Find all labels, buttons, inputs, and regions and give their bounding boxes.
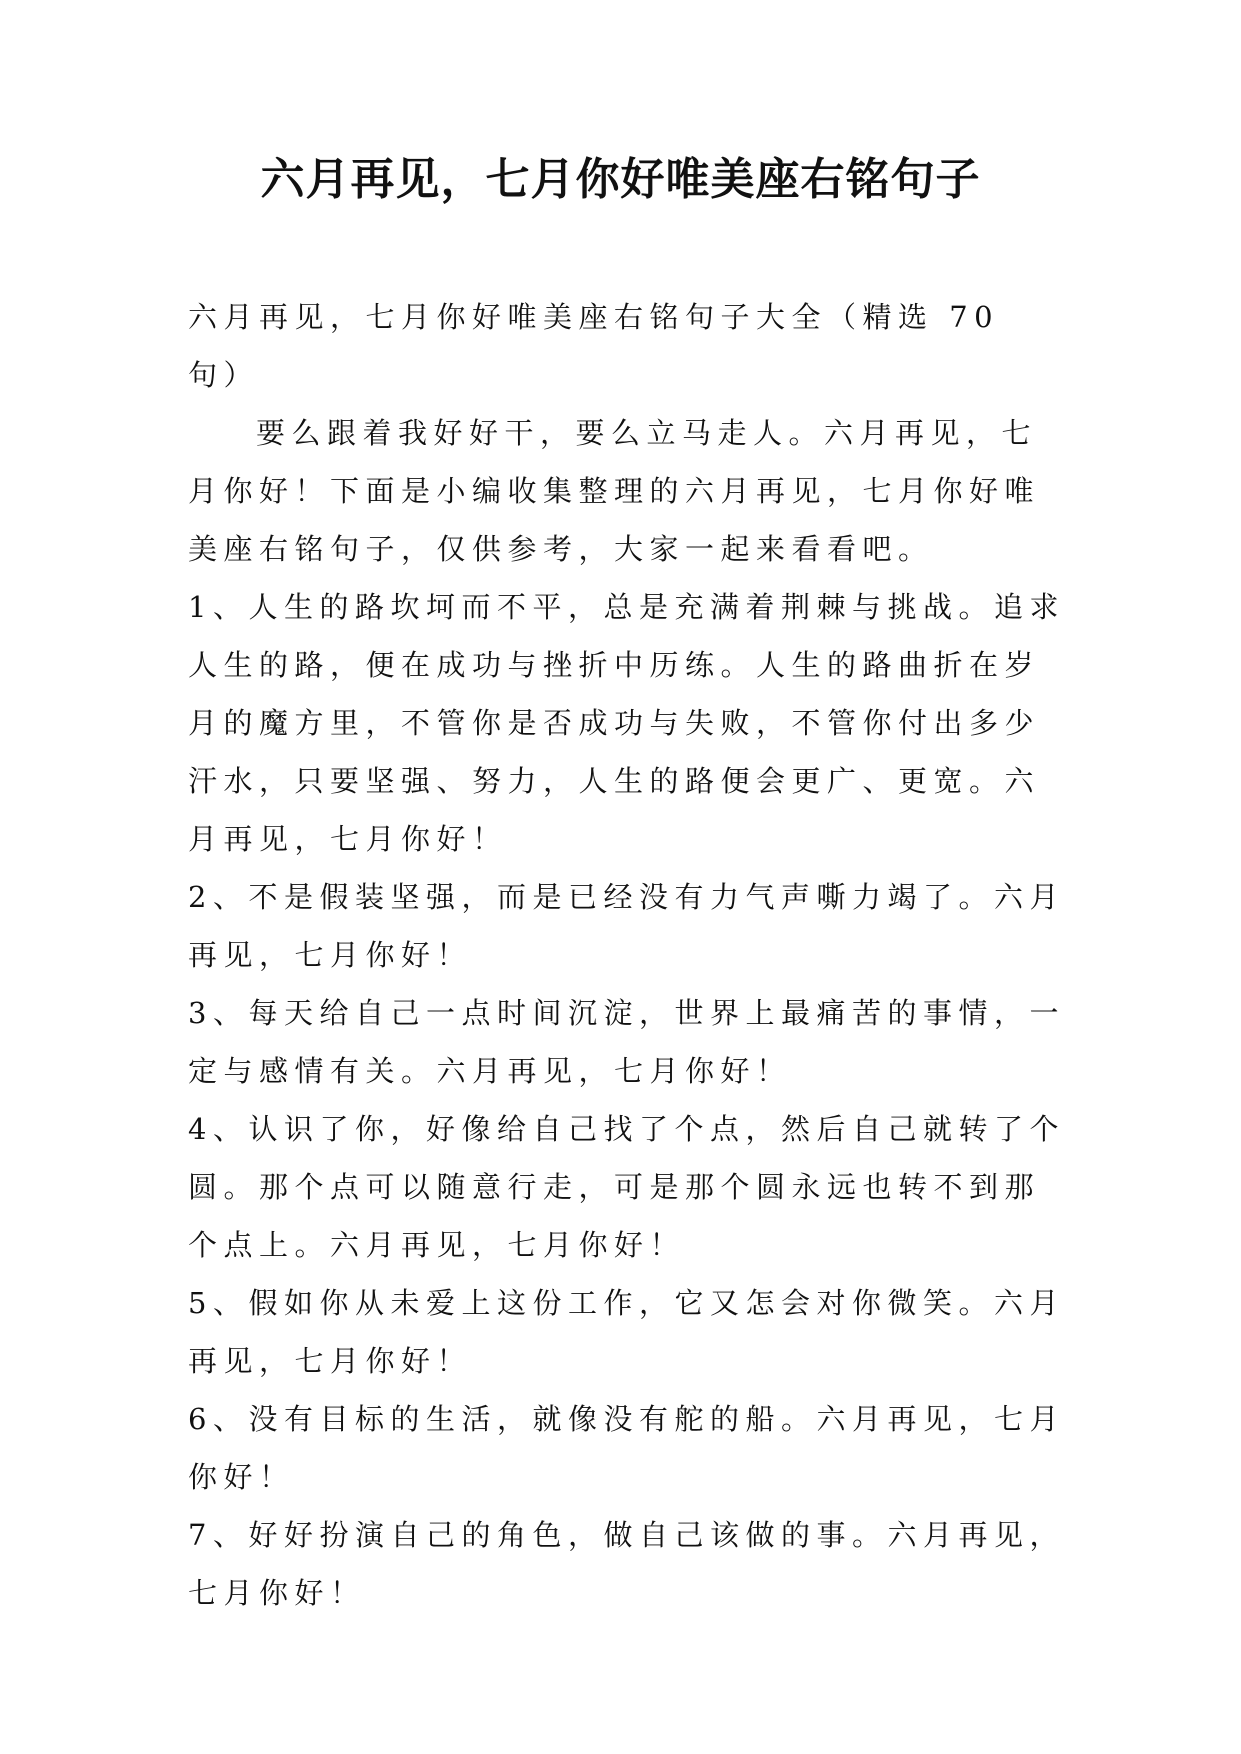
quote-item-5: 5、假如你从未爱上这份工作，它又怎会对你微笑。六月再见，七月你好！ bbox=[188, 1286, 1065, 1378]
quote-item-1: 1、人生的路坎坷而不平，总是充满着荆棘与挑战。追求人生的路，便在成功与挫折中历练。人生的路曲折在岁月的魔方里，不管你是否成功与失败，不管你付出多少汗水，只要坚强、努力，人生的路便会更广、更宽。六月再见，七月你好！ bbox=[188, 590, 1065, 856]
document-subtitle: 六月再见，七月你好唯美座右铭句子大全（精选 70 句） bbox=[188, 300, 1000, 392]
quote-item-2: 2、不是假装坚强，而是已经没有力气声嘶力竭了。六月再见，七月你好！ bbox=[188, 880, 1065, 972]
quote-item-3: 3、每天给自己一点时间沉淀，世界上最痛苦的事情，一定与感情有关。六月再见，七月你好！ bbox=[188, 996, 1065, 1088]
quote-item-6: 6、没有目标的生活，就像没有舵的船。六月再见，七月你好！ bbox=[188, 1402, 1065, 1494]
intro-paragraph: 要么跟着我好好干，要么立马走人。六月再见，七月你好！下面是小编收集整理的六月再见，七月你好唯美座右铭句子，仅供参考，大家一起来看看吧。 bbox=[188, 416, 1041, 566]
quote-item-7: 7、好好扮演自己的角色，做自己该做的事。六月再见，七月你好！ bbox=[188, 1518, 1065, 1610]
document-title: 六月再见，七月你好唯美座右铭句子 bbox=[260, 154, 981, 205]
document-body bbox=[188, 288, 1068, 1622]
quote-item-4: 4、认识了你，好像给自己找了个点，然后自己就转了个圆。那个点可以随意行走，可是那个圆永远也转不到那个点上。六月再见，七月你好！ bbox=[188, 1112, 1065, 1262]
